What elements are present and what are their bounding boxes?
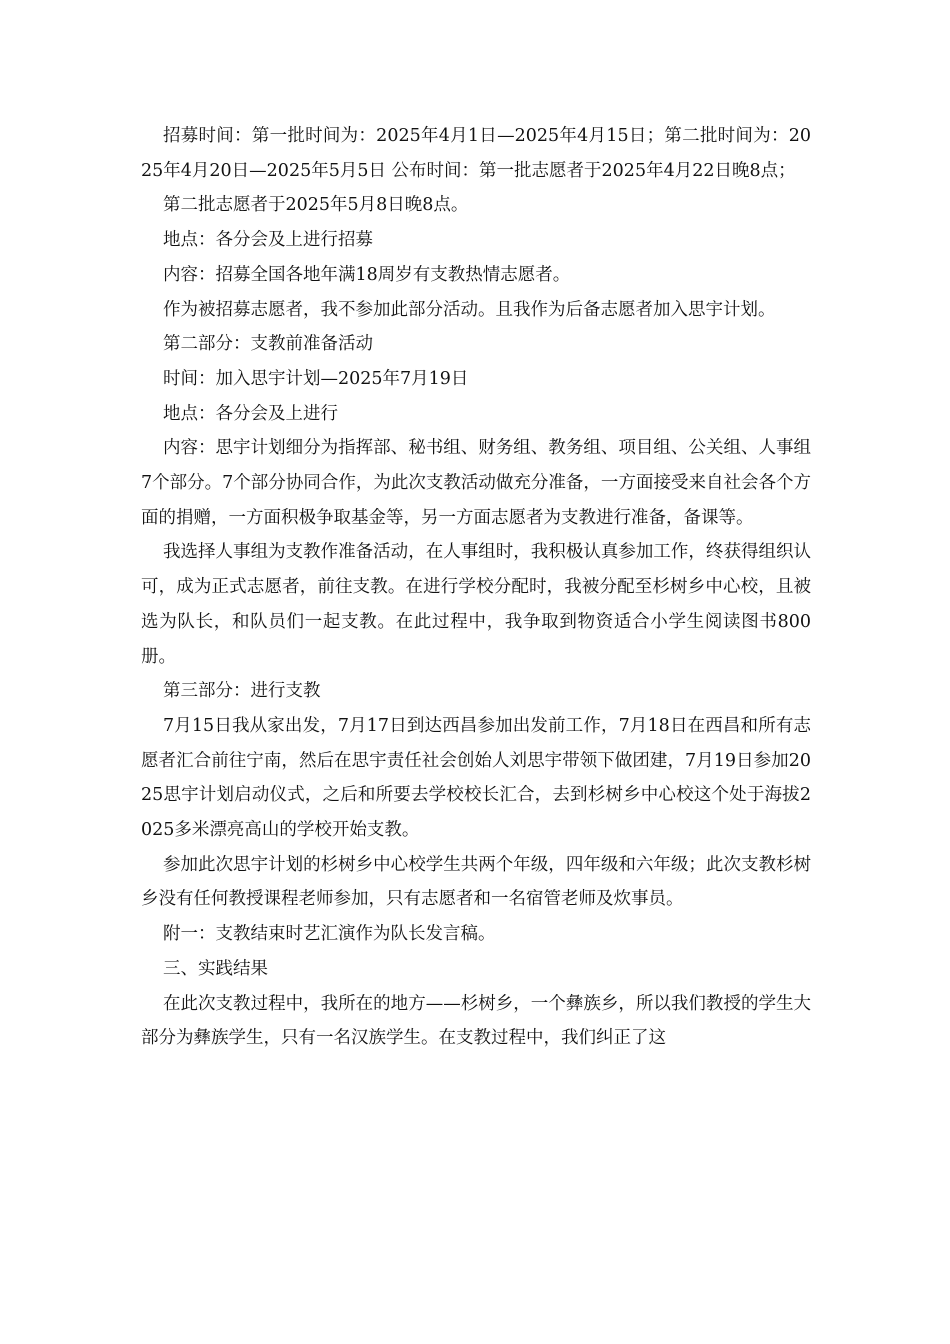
paragraph-itinerary: 7月15日我从家出发，7月17日到达西昌参加出发前工作，7月18日在西昌和所有志愿者汇合前往宁南，然后在思宇责任社会创始人刘思宇带领下做团建，7月19日参加2025思宇计划启动仪式，之后和所要去学校校长汇合，去到杉树乡中心校这个处于海拔2025多米漂亮高山的学校开始支教。 [141, 715, 811, 841]
paragraph-grades: 参加此次思宇计划的杉树乡中心校学生共两个年级，四年级和六年级；此次支教杉树乡没有任何教授课程老师参加，只有志愿者和一名宿管老师及炊事员。 [141, 854, 811, 910]
paragraph-recruit-time: 招募时间：第一批时间为：2025年4月1日—2025年4月15日；第二批时间为：2025年4月20日—2025年5月5日 公布时间：第一批志愿者于2025年4月22日晚8点； [141, 126, 811, 181]
section-heading-part-three: 第三部分：进行支教 [163, 681, 321, 702]
section-heading-results: 三、实践结果 [163, 958, 268, 979]
paragraph-recruit-location: 地点：各分会及上进行招募 [163, 230, 373, 251]
paragraph-prep-location: 地点：各分会及上进行 [163, 403, 338, 424]
paragraph-prep-content: 内容：思宇计划细分为指挥部、秘书组、财务组、教务组、项目组、公关组、人事组7个部分。7个部分协同合作，为此次支教活动做充分准备，一方面接受来自社会各个方面的捐赠，一方面积极争取基金等，另一方面志愿者为支教进行准备，备课等。 [141, 438, 811, 528]
paragraph-recruit-content: 内容：招募全国各地年满18周岁有支教热情志愿者。 [163, 264, 571, 285]
section-heading-part-two: 第二部分：支教前准备活动 [163, 334, 373, 355]
paragraph-results: 在此次支教过程中，我所在的地方——杉树乡，一个彝族乡，所以我们教授的学生大部分为彝族学生，只有一名汉族学生。在支教过程中，我们纠正了这 [141, 993, 811, 1049]
paragraph-appendix: 附一：支教结束时艺汇演作为队长发言稿。 [163, 924, 496, 945]
paragraph-prep-time: 时间：加入思宇计划—2025年7月19日 [163, 368, 469, 389]
document-body [141, 119, 811, 1056]
paragraph-second-batch: 第二批志愿者于2025年5月8日晚8点。 [163, 195, 469, 216]
paragraph-personnel-group: 我选择人事组为支教作准备活动，在人事组时，我积极认真参加工作，终获得组织认可，成为正式志愿者，前往支教。在进行学校分配时，我被分配至杉树乡中心校，且被选为队长，和队员们一起支教。在此过程中，我争取到物资适合小学生阅读图书800册。 [141, 542, 811, 667]
paragraph-reserve-volunteer: 作为被招募志愿者，我不参加此部分活动。且我作为后备志愿者加入思宇计划。 [163, 299, 776, 320]
